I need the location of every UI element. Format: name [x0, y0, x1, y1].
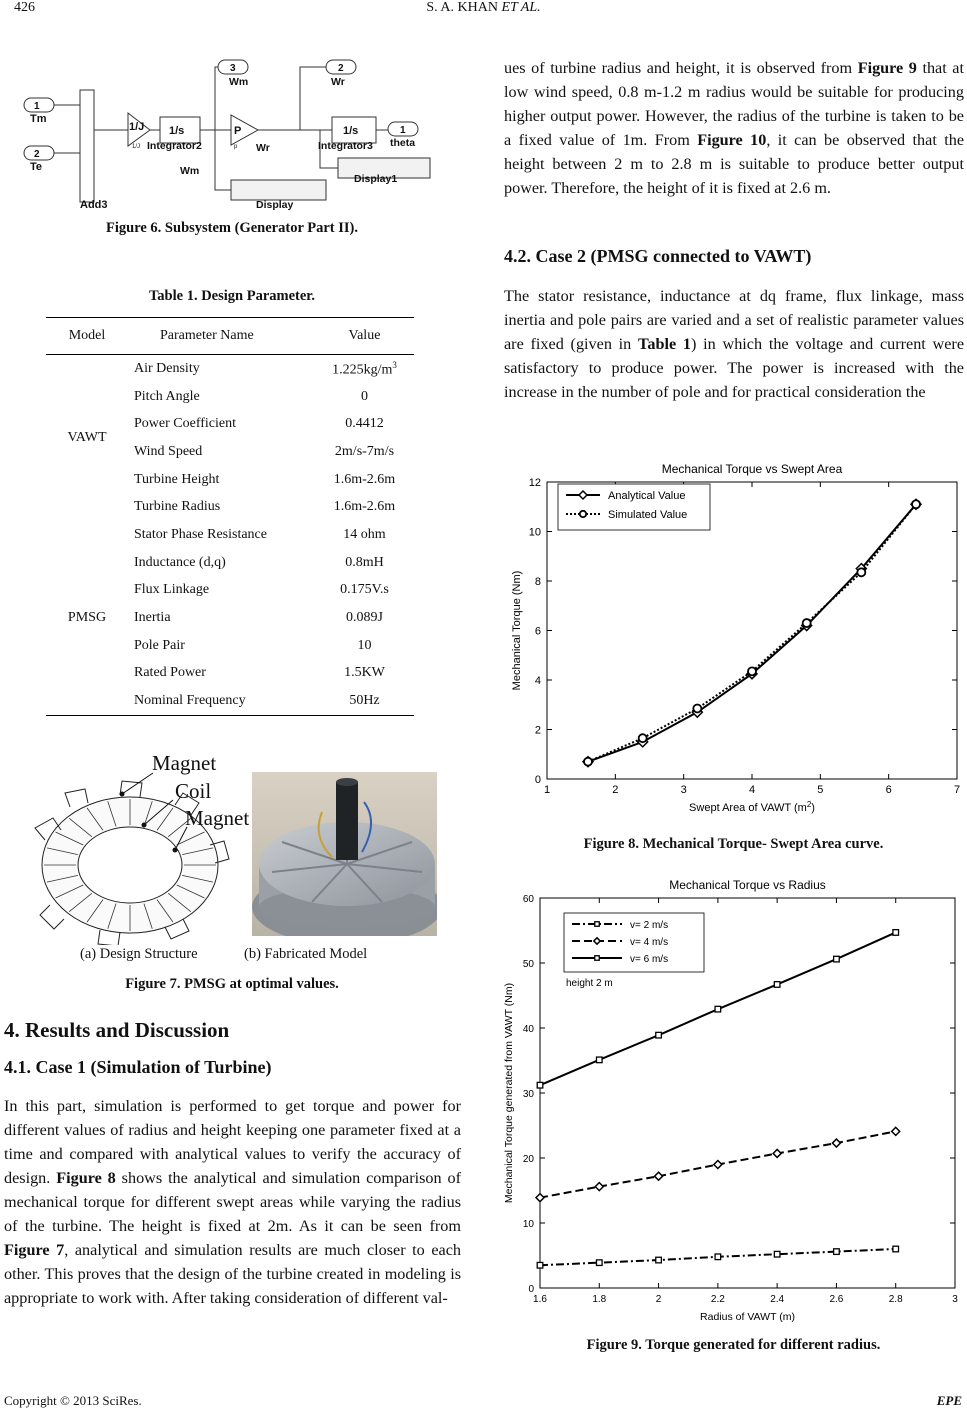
table-header-model: Model [68, 328, 106, 343]
data-point-square [715, 1006, 721, 1012]
param-name: Turbine Height [134, 471, 220, 487]
y-tick-label: 12 [528, 477, 541, 489]
data-point-square [834, 956, 840, 962]
outport-wr-label: Wr [331, 76, 345, 88]
x-tick-label: 6 [885, 784, 892, 796]
table-header-parameter: Parameter Name [160, 328, 254, 343]
y-tick-label: 4 [534, 675, 541, 687]
y-tick-label: 0 [534, 774, 541, 786]
param-name: Turbine Radius [134, 499, 221, 515]
figure-reference: Figure 7 [4, 1241, 65, 1259]
y-tick-label: 0 [528, 1284, 534, 1295]
x-tick-label: 2.6 [829, 1294, 844, 1305]
p-gain-small: p [234, 144, 238, 150]
x-axis-label-sup: 2 [806, 799, 812, 809]
display1-label: Display1 [354, 173, 398, 185]
y-tick-label: 40 [522, 1024, 534, 1035]
outport-theta-num: 1 [400, 125, 406, 136]
right-paragraph-1 [504, 56, 964, 200]
param-name: Stator Phase Resistance [134, 526, 267, 542]
chart-title: Mechanical Torque vs Radius [669, 878, 826, 892]
legend-label: v= 2 m/s [630, 920, 669, 931]
right-paragraph-2 [504, 284, 964, 404]
outport-wm-num: 3 [230, 63, 236, 74]
x-tick-label: 2 [655, 1294, 662, 1305]
running-header [0, 0, 967, 16]
add3-block [80, 90, 94, 202]
integrator2-label: Integrator2 [147, 140, 202, 152]
param-name: Wind Speed [134, 443, 203, 459]
magnet-label-2: Magnet [185, 806, 250, 830]
legend-label: Analytical Value [608, 490, 686, 502]
outport-theta-label: theta [390, 137, 416, 149]
y-tick-label: 6 [534, 625, 541, 638]
text-run: In this part, simulation is performed to get torque and power for different values of radius and height keeping one parameter fixed at a time and compared with analytical values to verify the accuracy of design. [4, 1097, 461, 1187]
y-tick-label: 50 [522, 959, 534, 970]
text-run: , it can be observed that the height between 2 m to 2.8 m is suitable to produce better output power. Therefore, the height of it is fixed at 2.6 m. [504, 131, 964, 197]
data-point-circle [584, 758, 592, 766]
data-point-circle [857, 568, 865, 576]
param-value-sup: 3 [392, 359, 397, 370]
model-pmsg: PMSG [67, 610, 107, 626]
data-point-square [596, 1057, 602, 1063]
x-axis-label-text: Swept Area of VAWT (m [689, 802, 807, 814]
data-point-square [893, 1246, 899, 1252]
x-axis-label-text: Radius of VAWT (m) [700, 1311, 795, 1323]
legend-label: v= 6 m/s [630, 954, 669, 965]
param-value: 1.6m-2.6m [333, 499, 396, 515]
param-value: 1.6m-2.6m [333, 471, 396, 487]
data-point-square [893, 930, 899, 936]
display-label: Display [256, 199, 294, 211]
chart-annotation: height 2 m [566, 978, 613, 989]
gain-text: 1/J [129, 121, 145, 133]
x-tick-label: 2.2 [710, 1294, 725, 1305]
param-name: Power Coefficient [134, 416, 236, 432]
x-tick-label: 2 [612, 784, 619, 796]
integrator3-text: 1/s [343, 125, 359, 137]
data-point-square [656, 1032, 662, 1038]
data-point-circle [580, 511, 586, 517]
inport-tm-label: Tm [30, 113, 47, 125]
table-header-value: Value [348, 328, 381, 343]
figure-reference: Figure 10 [697, 131, 767, 149]
design-parameter-table [46, 317, 414, 716]
section-4-1-paragraph [4, 1094, 461, 1310]
data-point-circle [803, 619, 811, 627]
x-tick-label: 5 [817, 784, 824, 796]
data-point-square [595, 956, 599, 960]
wm-signal-label: Wm [180, 165, 200, 177]
figure-reference: Figure 9 [857, 59, 917, 77]
pmsg-design-structure-drawing [25, 745, 250, 945]
footer-copyright: Copyright © 2013 SciRes. [4, 1393, 142, 1408]
gain-small: 1/J [132, 144, 141, 150]
param-name: Inertia [134, 610, 171, 626]
y-tick-label: 10 [522, 1219, 534, 1230]
text-run: ues of turbine radius and height, it is observed from [504, 59, 858, 77]
x-tick-label: 3 [680, 784, 687, 796]
table-row [46, 521, 414, 549]
param-value [315, 355, 414, 383]
magnet-label-1: Magnet [152, 751, 217, 775]
text-run: shows the analytical and simulation comparison of mechanical torque for different swept areas while varying the radius of the turbine. The height is fixed at 2m. As it can be seen from [4, 1169, 461, 1235]
text-run: The stator resistance, inductance at dq frame, flux linkage, mass inertia and pole pairs are varied and a set of realistic parameter values are fixed (given in [504, 287, 964, 353]
text-run: ) in which the voltage and current were satisfactory to produce power. The power is increased with the increase in the number of pole and for practical consideration the [504, 335, 964, 401]
param-value: 0.089J [346, 610, 383, 626]
y-axis-label: Mechanical Torque generated from VAWT (Nm) [503, 982, 515, 1204]
figure-reference: Figure 8 [56, 1169, 116, 1187]
integrator3-label: Integrator3 [318, 140, 373, 152]
inport-tm-num: 1 [34, 101, 40, 112]
data-point-square [596, 1260, 602, 1266]
param-name: Pitch Angle [134, 388, 200, 404]
figure-8-chart [500, 440, 967, 830]
y-tick-label: 20 [522, 1154, 534, 1165]
data-point-square [537, 1082, 543, 1088]
header-authors: S. A. KHAN [426, 0, 502, 15]
x-tick-label: 3 [952, 1294, 958, 1305]
param-value: 2m/s-7m/s [334, 443, 395, 459]
data-point-square [715, 1254, 721, 1260]
data-point-square [774, 982, 780, 988]
param-value: 0.175V.s [340, 582, 389, 598]
data-point-circle [912, 500, 920, 508]
x-tick-label: 4 [748, 784, 756, 796]
param-value: 0.8mH [345, 554, 384, 570]
param-name: Inductance (d,q) [134, 554, 226, 570]
inport-te-label: Te [30, 161, 43, 173]
x-tick-label: 2.4 [770, 1294, 785, 1305]
y-tick-label: 30 [522, 1089, 534, 1100]
figure-9-chart [500, 870, 967, 1325]
param-value: 0.4412 [345, 416, 384, 432]
param-value: 1.5KW [344, 665, 385, 681]
x-tick-label: 1.6 [533, 1294, 547, 1305]
figure-9-caption: Figure 9. Torque generated for different radius. [586, 1337, 881, 1353]
figure-6-diagram [20, 50, 460, 215]
coil-label: Coil [175, 779, 212, 803]
section-4-heading: 4. Results and Discussion [4, 1018, 230, 1042]
data-point-circle [639, 734, 647, 742]
integrator2-text: 1/s [169, 125, 185, 137]
x-tick-label: 1 [543, 784, 551, 796]
param-name: Flux Linkage [134, 582, 210, 598]
legend-label: Simulated Value [608, 509, 688, 521]
footer-journal: EPE [936, 1393, 962, 1408]
p-gain-text: P [234, 125, 242, 137]
table-1-caption: Table 1. Design Parameter. [148, 288, 316, 304]
param-name: Nominal Frequency [134, 693, 246, 709]
param-name: Air Density [134, 360, 200, 376]
page-number: 426 [14, 0, 35, 15]
x-tick-label: 7 [953, 784, 961, 796]
y-tick-label: 60 [522, 894, 534, 905]
param-value-text: 1.225kg/m [332, 362, 393, 378]
param-value: 50Hz [349, 693, 380, 709]
pmsg-fabricated-photo [252, 772, 437, 936]
outport-wr-num: 2 [338, 63, 344, 74]
legend-label: v= 4 m/s [630, 937, 669, 948]
x-axis-label-end: ) [811, 802, 815, 814]
figure-reference: Table 1 [638, 335, 691, 353]
param-value: 0 [360, 388, 368, 404]
data-point-square [656, 1257, 662, 1263]
data-point-circle [748, 667, 756, 675]
x-axis-label [700, 1311, 795, 1323]
data-point-square [834, 1249, 840, 1255]
data-point-square [774, 1251, 780, 1257]
text-run: that at low wind speed, 0.8 m-1.2 m radius would be suitable for producing higher output power. However, the radius of the turbine is taken to be a fixed value of 1m. From [504, 59, 964, 149]
display-block [231, 180, 326, 200]
section-4-1-heading: 4.1. Case 1 (Simulation of Turbine) [4, 1057, 272, 1077]
add3-label: Add3 [80, 199, 108, 211]
param-name: Rated Power [134, 665, 206, 681]
outport-wm-label: Wm [229, 76, 249, 88]
chart-title: Mechanical Torque vs Swept Area [661, 462, 843, 476]
figure-7a-label: (a) Design Structure [80, 946, 198, 962]
param-value: 14 ohm [343, 526, 386, 542]
figure-7-caption: Figure 7. PMSG at optimal values. [125, 976, 339, 992]
table-row [46, 355, 414, 383]
data-point-square [595, 922, 599, 926]
p-gain-label: Wr [256, 142, 270, 154]
figure-7b-label: (b) Fabricated Model [244, 946, 368, 962]
model-vawt: VAWT [67, 430, 107, 446]
y-axis-label: Mechanical Torque (Nm) [511, 570, 523, 691]
section-4-2-heading: 4.2. Case 2 (PMSG connected to VAWT) [504, 246, 812, 266]
y-tick-label: 8 [534, 576, 541, 588]
param-value: 10 [357, 637, 372, 653]
x-tick-label: 1.8 [592, 1294, 607, 1305]
figure-8-caption: Figure 8. Mechanical Torque- Swept Area curve. [583, 836, 884, 852]
x-tick-label: 2.8 [888, 1294, 903, 1305]
figure-6-caption: Figure 6. Subsystem (Generator Part II). [106, 220, 358, 236]
y-tick-label: 2 [534, 724, 541, 737]
text-run: , analytical and simulation results are much closer to each other. This proves that the design of the turbine created in modeling is appropriate to work with. After taking consideration of different val- [4, 1241, 461, 1307]
data-point-square [537, 1262, 543, 1268]
inport-te-num: 2 [34, 149, 40, 160]
x-axis-label [689, 800, 815, 815]
param-name: Pole Pair [134, 637, 185, 653]
header-etal: ET AL. [501, 0, 541, 15]
y-tick-label: 10 [528, 526, 541, 539]
data-point-circle [693, 704, 701, 712]
